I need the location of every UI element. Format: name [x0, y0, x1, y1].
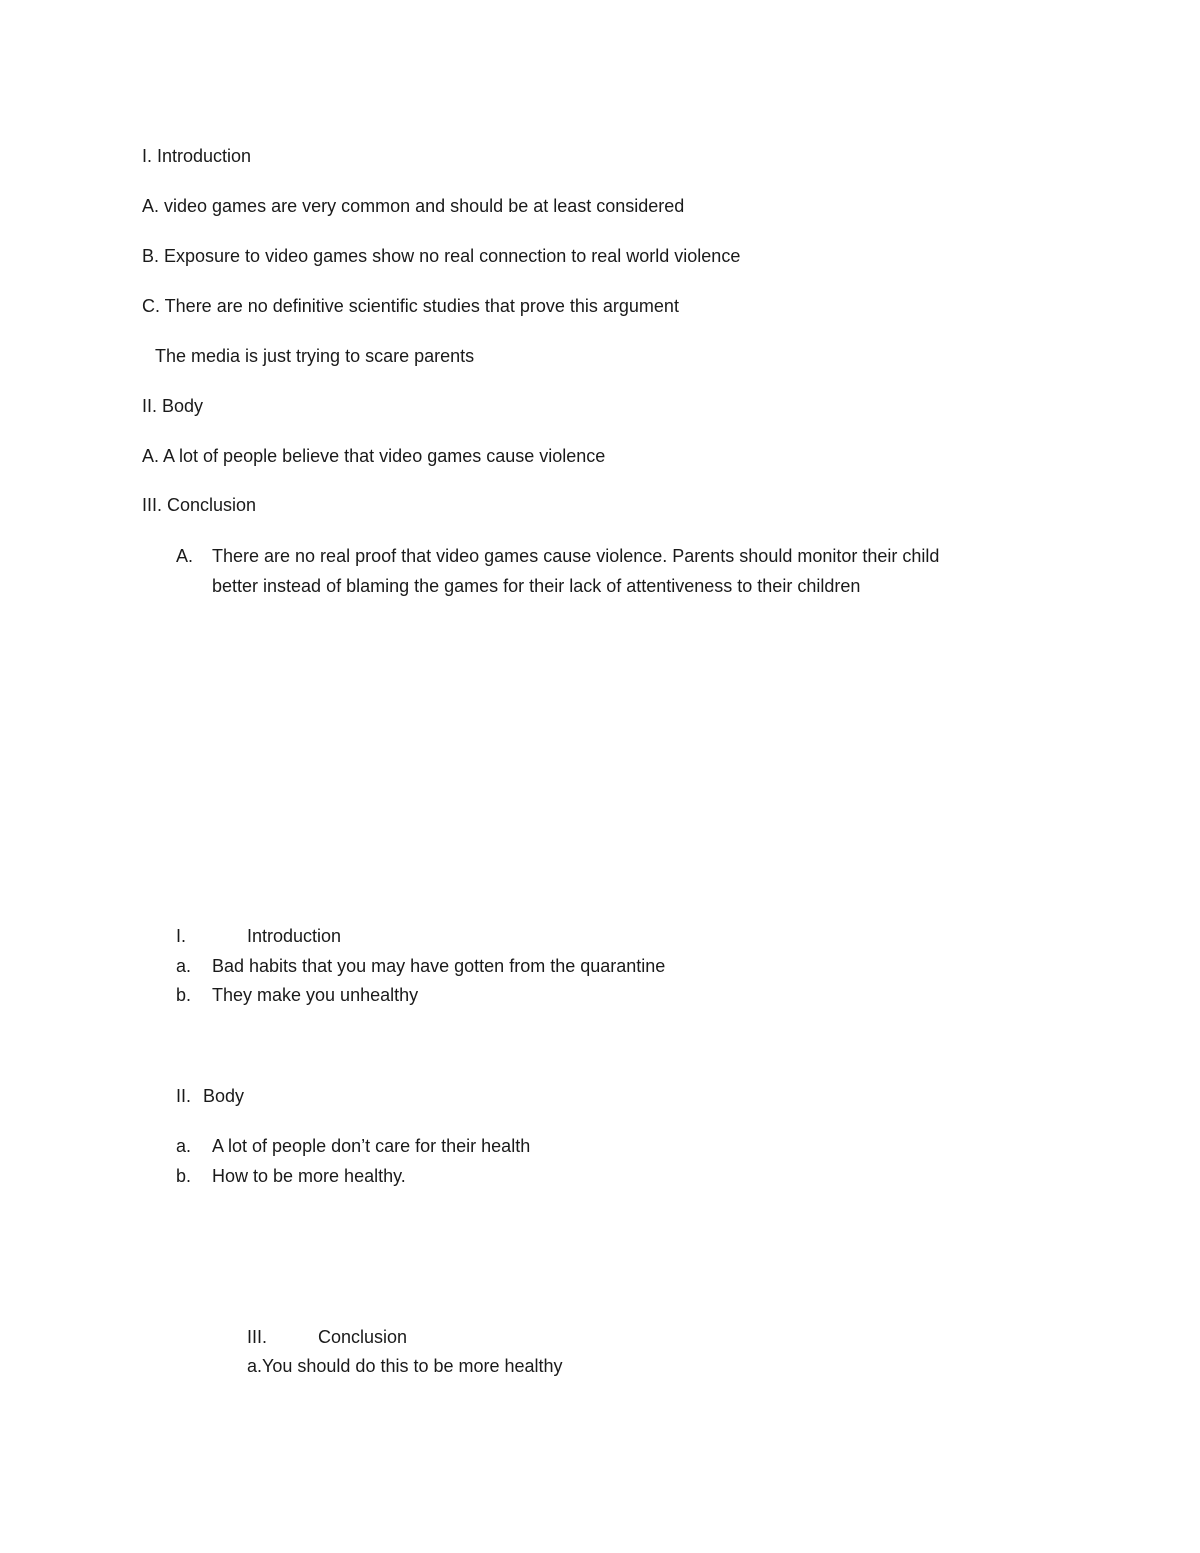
outline1-intro-note: The media is just trying to scare parents: [155, 346, 475, 366]
outline1-conclusion-marker: A.: [176, 546, 194, 566]
outline1-conclusion-line2: better instead of blaming the games for their lack of attentiveness to their children: [212, 576, 861, 596]
outline2-conclusion-item-a: a.You should do this to be more healthy: [247, 1356, 563, 1376]
outline2-body-item-b-marker: b.: [176, 1166, 192, 1186]
outline2-intro-item-b-marker: b.: [176, 985, 192, 1005]
outline2-intro-item-a-marker: a.: [176, 956, 192, 976]
outline2-body-heading: Body: [203, 1086, 245, 1106]
outline1-conclusion-heading: III. Conclusion: [142, 495, 257, 515]
outline1-body-heading: II. Body: [142, 396, 204, 416]
outline2-conclusion-heading: Conclusion: [318, 1327, 408, 1347]
outline1-intro-heading: I. Introduction: [142, 146, 252, 166]
outline2-body-item-a-marker: a.: [176, 1136, 192, 1156]
outline2-intro-heading: Introduction: [247, 926, 342, 946]
outline2-conclusion-marker: III.: [247, 1327, 268, 1347]
outline2-intro-item-a: Bad habits that you may have gotten from the quarantine: [212, 956, 666, 976]
outline2-intro-item-b: They make you unhealthy: [212, 985, 419, 1005]
outline2-body-item-b: How to be more healthy.: [212, 1166, 406, 1186]
outline2-body-item-a: A lot of people don’t care for their health: [212, 1136, 531, 1156]
outline1-intro-item-c: C. There are no definitive scientific studies that prove this argument: [142, 296, 679, 316]
outline1-intro-item-a: A. video games are very common and should be at least considered: [142, 196, 685, 216]
outline1-conclusion-line1: There are no real proof that video games cause violence. Parents should monitor their child: [212, 546, 940, 566]
outline2-body-marker: II.: [176, 1086, 192, 1106]
outline2-intro-marker: I.: [176, 926, 187, 946]
outline1-intro-item-b: B. Exposure to video games show no real connection to real world violence: [142, 246, 741, 266]
outline1-body-item-a: A. A lot of people believe that video games cause violence: [142, 446, 606, 466]
